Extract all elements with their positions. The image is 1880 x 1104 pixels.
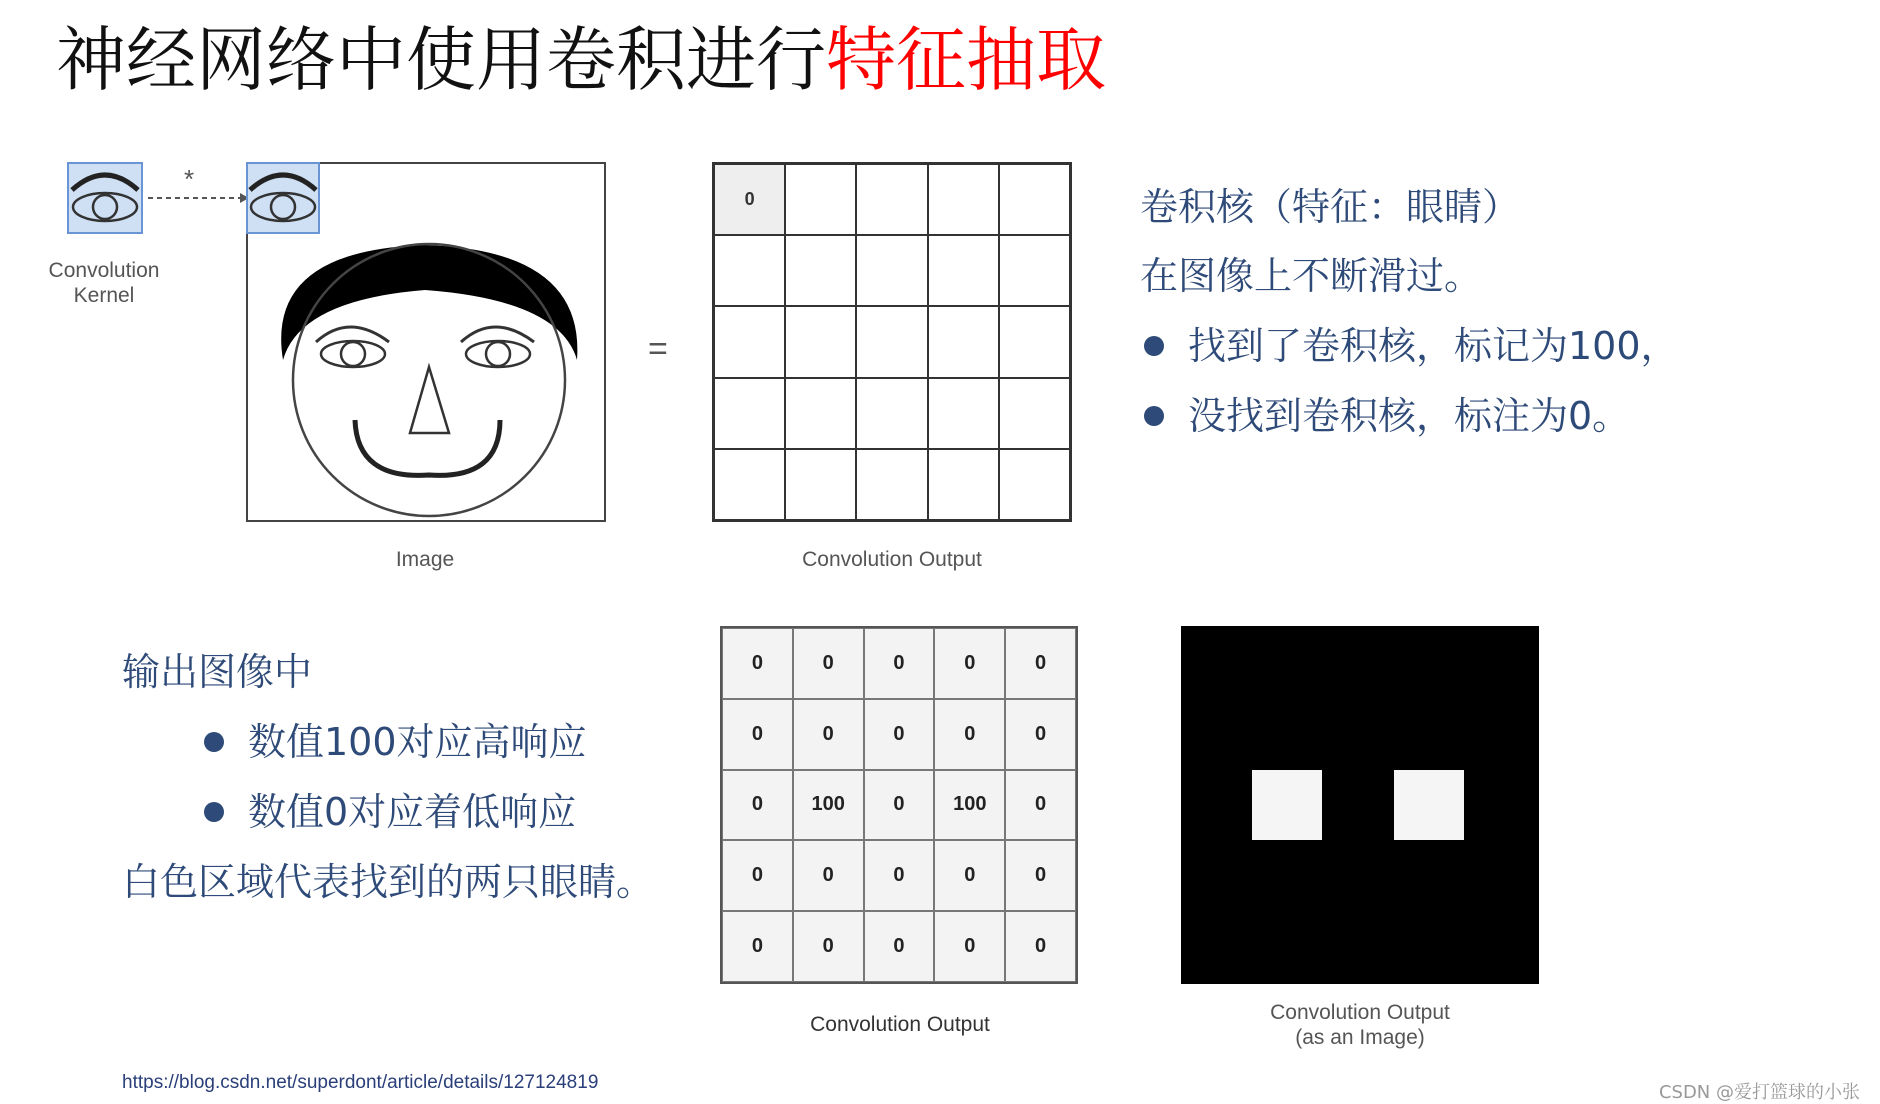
grid-cell (928, 378, 999, 449)
grid-cell: 0 (722, 840, 793, 911)
kernel-description: 卷积核（特征：眼睛） (1140, 185, 1521, 229)
grid-cell: 0 (864, 699, 935, 770)
convolution-output-empty-grid (712, 162, 1072, 522)
grid-cell: 0 (793, 628, 864, 699)
grid-cell (999, 449, 1070, 520)
grid-cell: 0 (934, 840, 1005, 911)
grid-cell: 0 (864, 911, 935, 982)
grid-cell: 0 (722, 699, 793, 770)
operator-star: * (184, 164, 195, 194)
grid-cell (714, 378, 785, 449)
grid-cell: 0 (722, 628, 793, 699)
grid-cell: 0 (864, 840, 935, 911)
grid-cell (785, 378, 856, 449)
grid-cell (928, 164, 999, 235)
grid-cell (785, 449, 856, 520)
grid-cell: 0 (1005, 770, 1076, 841)
grid-cell: 0 (1005, 840, 1076, 911)
grid-cell (856, 449, 927, 520)
image-caption: Image (395, 548, 455, 571)
grid-cell: 0 (1005, 628, 1076, 699)
source-link[interactable]: https://blog.csdn.net/superdont/article/details/127124819 (122, 1072, 599, 1093)
grid-cell: 0 (793, 840, 864, 911)
watermark: CSDN @爱打篮球的小张 (1658, 1082, 1860, 1103)
grid-cell: 0 (864, 628, 935, 699)
grid-cell (714, 306, 785, 377)
grid-cell: 0 (1005, 699, 1076, 770)
grid-cell: 0 (793, 699, 864, 770)
left-eye-response (1252, 770, 1322, 840)
bullet-not-found: 没找到卷积核，标注为0。 (1188, 390, 1630, 442)
grid-cell (999, 306, 1070, 377)
title-highlight: 特征抽取 (826, 19, 1106, 101)
grid-cell: 0 (722, 770, 793, 841)
grid-cell (714, 235, 785, 306)
grid-cell: 0 (793, 911, 864, 982)
grid-cell: 100 (934, 770, 1005, 841)
grid-cell (785, 306, 856, 377)
grid-cell: 0 (1005, 911, 1076, 982)
output-image (1181, 626, 1539, 984)
page-title: 神经网络中使用卷积进行特征抽取 (56, 19, 1106, 101)
conclusion-text: 白色区域代表找到的两只眼睛。 (122, 860, 655, 904)
grid-cell (928, 306, 999, 377)
grid-cell (856, 164, 927, 235)
grid-cell (785, 235, 856, 306)
grid-cell (999, 235, 1070, 306)
grid-cell: 0 (934, 628, 1005, 699)
bullet-found: 找到了卷积核，标记为100， (1188, 320, 1679, 372)
output-image-caption: Convolution Output (as an Image) (1270, 1001, 1450, 1049)
convolution-output-grid (720, 626, 1078, 984)
operator-equals: = (648, 330, 668, 368)
bullet-low: 数值0对应着低响应 (248, 786, 576, 838)
grid-cell: 100 (793, 770, 864, 841)
output-heading: 输出图像中 (122, 650, 313, 694)
output-caption-bottom: Convolution Output (810, 1013, 990, 1036)
grid-cell (856, 306, 927, 377)
grid-cell (928, 235, 999, 306)
kernel-label: Convolution Kernel (48, 259, 160, 307)
grid-cell (714, 449, 785, 520)
kernel-slide-text: 在图像上不断滑过。 (1140, 254, 1483, 298)
grid-cell (928, 449, 999, 520)
grid-cell: 0 (934, 911, 1005, 982)
bullet-high: 数值100对应高响应 (248, 716, 587, 768)
grid-cell (785, 164, 856, 235)
grid-cell: 0 (934, 699, 1005, 770)
grid-cell (856, 378, 927, 449)
grid-cell (999, 378, 1070, 449)
grid-cell: 0 (722, 911, 793, 982)
output-caption-top: Convolution Output (802, 548, 982, 571)
grid-cell: 0 (864, 770, 935, 841)
right-eye-response (1394, 770, 1464, 840)
grid-cell (999, 164, 1070, 235)
grid-cell: 0 (714, 164, 785, 235)
grid-cell (856, 235, 927, 306)
